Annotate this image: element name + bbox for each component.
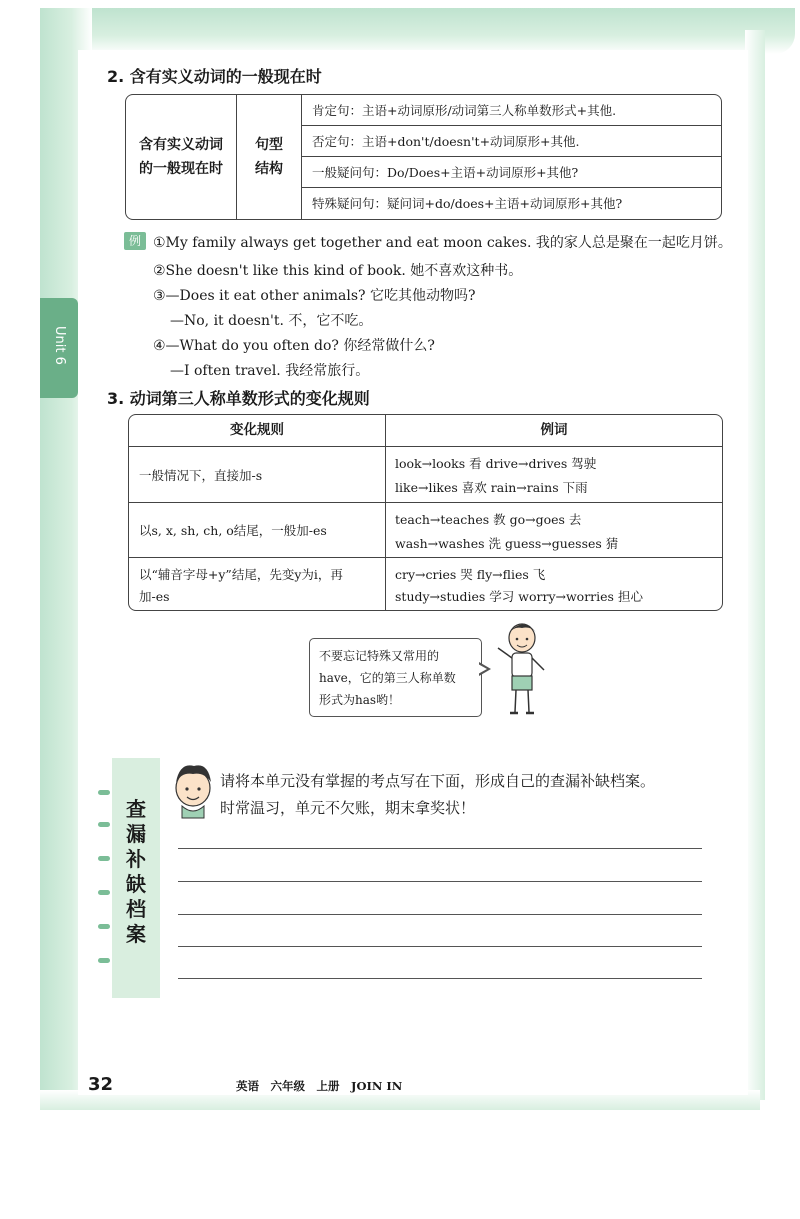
- row-divider: [129, 446, 722, 447]
- example-line-4: —No, it doesn't. 不，它不吃。: [170, 313, 373, 329]
- binder-hole: [98, 890, 110, 895]
- example-line-3: ③—Does it eat other animals? 它吃其他动物吗?: [153, 288, 476, 304]
- writing-line[interactable]: [178, 946, 702, 947]
- side-label-char: 补: [126, 847, 146, 871]
- writing-line[interactable]: [178, 881, 702, 882]
- rule-1: 一般情况下，直接加-s: [139, 468, 263, 483]
- page-frame-right: [745, 30, 765, 1100]
- bubble-line-1: 不要忘记特殊又常用的: [319, 649, 440, 663]
- rule-3-line-2: 加-es: [139, 589, 170, 604]
- rule-2: 以s, x, sh, ch, o结尾，一般加-es: [139, 523, 327, 538]
- bubble-line-2: have，它的第三人称单数: [319, 671, 456, 685]
- writing-line[interactable]: [178, 848, 702, 849]
- left-cell-line-1: 含有实义动词: [139, 137, 223, 153]
- unit-tab-label: Unit 6: [52, 326, 67, 365]
- example-line-1: ①My family always get together and eat moon cakes. 我的家人总是聚在一起吃月饼。: [153, 235, 732, 251]
- page-frame-top: [40, 8, 795, 54]
- example-tag: 例: [124, 232, 146, 250]
- mid-cell-line-1: 句型: [255, 137, 283, 153]
- affirmative-row: 肯定句：主语+动词原形/动词第三人称单数形式+其他.: [302, 95, 721, 126]
- writing-line[interactable]: [178, 978, 702, 979]
- general-question-row: 一般疑问句：Do/Does+主语+动词原形+其他?: [302, 157, 721, 188]
- rule-1-example-1: look→looks 看 drive→drives 驾驶: [395, 456, 597, 471]
- column-divider: [385, 415, 386, 610]
- side-label-char: 查: [126, 797, 146, 821]
- special-question-row: 特殊疑问句：疑问词+do/does+主语+动词原形+其他?: [312, 196, 623, 211]
- side-label-char: 案: [126, 922, 146, 946]
- third-person-rules-table: [128, 414, 723, 611]
- boy-face-illustration: [168, 760, 218, 820]
- binder-hole: [98, 958, 110, 963]
- boy-illustration: [492, 618, 552, 718]
- rule-3-line-1: 以“辅音字母+y”结尾，先变y为i，再: [139, 567, 343, 582]
- footer-text: 英语 六年级 上册 JOIN IN: [236, 1079, 403, 1093]
- section-3-title: 3. 动词第三人称单数形式的变化规则: [107, 389, 370, 408]
- mid-cell-line-2: 结构: [255, 161, 283, 177]
- section-2-title: 2. 含有实义动词的一般现在时: [107, 67, 322, 86]
- tip-speech-bubble: [309, 638, 482, 717]
- sentence-structure-table: [125, 94, 722, 220]
- binder-hole: [98, 790, 110, 795]
- side-label-char: 漏: [126, 822, 146, 846]
- page-number: 32: [88, 1074, 114, 1095]
- table-left-cell: [126, 95, 237, 219]
- side-label-char: 缺: [126, 872, 146, 896]
- bubble-tail-inner: [478, 664, 487, 674]
- review-prompt-line-1: 请将本单元没有掌握的考点写在下面，形成自己的查漏补缺档案。: [220, 772, 656, 790]
- rule-2-example-1: teach→teaches 教 go→goes 去: [395, 512, 582, 527]
- rule-1-example-2: like→likes 喜欢 rain→rains 下雨: [395, 480, 588, 495]
- rule-3-example-2: study→studies 学习 worry→worries 担心: [395, 589, 643, 604]
- unit-tab: [40, 298, 78, 398]
- header-rule: 变化规则: [129, 415, 385, 447]
- left-cell-line-2: 的一般现在时: [139, 161, 223, 177]
- example-line-2: ②She doesn't like this kind of book. 她不喜欢这种书。: [153, 263, 523, 279]
- binder-hole: [98, 924, 110, 929]
- row-divider: [129, 557, 722, 558]
- table-mid-cell: [237, 95, 302, 219]
- binder-hole: [98, 856, 110, 861]
- example-line-5: ④—What do you often do? 你经常做什么?: [153, 338, 435, 354]
- rule-3-example-1: cry→cries 哭 fly→flies 飞: [395, 567, 546, 582]
- bubble-line-3: 形式为has哟！: [319, 693, 401, 707]
- row-divider: [129, 502, 722, 503]
- header-examples: 例词: [386, 415, 722, 447]
- rule-2-example-2: wash→washes 洗 guess→guesses 猜: [395, 536, 619, 551]
- binder-hole: [98, 822, 110, 827]
- side-label-char: 档: [126, 897, 146, 921]
- writing-line[interactable]: [178, 914, 702, 915]
- negative-row: 否定句：主语+don't/doesn't+动词原形+其他.: [302, 126, 721, 157]
- example-line-6: —I often travel. 我经常旅行。: [170, 363, 370, 379]
- review-prompt-line-2: 时常温习，单元不欠账，期末拿奖状！: [220, 799, 476, 817]
